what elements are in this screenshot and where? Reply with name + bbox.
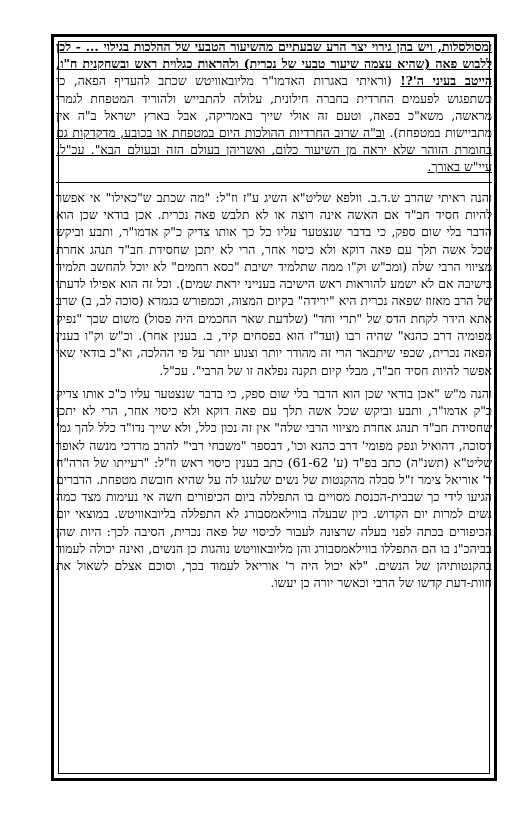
paragraph-1-tail: וב"ה שרוב החרדיות ההולכות היום במטפחת או בכובע, מדקדקות גם בחומרת הזוהר שלא יראה מן השיעור כלום, ואשריהן בעולם הזה ובעולם הבא". עכ"ל. עיי"ש באורך. [56,125,492,175]
document-text [56,38,492,591]
paragraph-2: והנה ראיתי שהרב ש.ד.ב. וולפא שליט"א השיג ע"ז וז"ל: "מה שכתב ש"כאילו" אי אפשר להיות חסיד חב"ד אם האשה אינה רוצה או לא תלבש פאה נכרית. אכן בודאי שכן הוא הדבר בלי שום ספק, כי בדבר שנצטער עליו כל כך אותו צדיק כ"ק אדמו"ר, ותבע וביקש שכל אשה תלך עם פאה דוקא ולא כיסוי אחר, הרי לא יתכן שחסידת חב"ד תנהג אחרת מציווי הרבי שלה (ומכ"ש וק"ו ממה שתלמיד ישיבת "כסא רחמים" לא יוכל להחשב תלמיד בישיבה אם לא ישמע להוראות ראש הישיבה בענייני יראת שמים). וכל זה הוא אפילו לדעתו של הרב מאזוז שפאה נכרית היא "ירידה" בקיום המצוה, וכמפורש בגמרא (סוכה לב, ב) שרב אתא הידר לקחת הדס של "תרי וחד" (שלדעת שאר החכמים היה פסול) משום שכך "נפיק מפומיה דרב כהנא" שהיה רבו (ועד"ז הוא בפסחים קיד, ב. בענין אחר). וכ"ש וק"ו בענין הפאה נכרית, שכפי שיתבאר הרי זה מהודר יותר וצנוע יותר על פי ההלכה, וא"כ בודאי שאי אפשר להיות חסיד חב"ד, מבלי קיום תקנה נפלאה זו של הרבי". עכ"ל. [56,189,492,378]
section-divider [56,182,492,183]
paragraph-1-head: ומסולסלות, ויש בהן גירוי יצר הרע שבעתיים מהשיעור הטבעי של ההלכות בגילוי ... - לכן ללבוש פאה (שהיא עצמה שיעור טבעי של נכרית) ולהראות כגלוית ראש ובשחקנית ח"ו, הייטב בעיני ה'?! [56,39,492,89]
paragraph-1-body: (וראיתי באגרות האדמו"ר מליובאוויטש שכתב להעדיף הפאה, כי כשתפגוש לפעמים החרדית בחברה חילונית, עלולה להתבייש ולהוריד המטפחת לגמרי מראשה, משא"כ בפאה, וטעם זה אולי שייך באמריקה, אבל בארץ ישראל ב"ה אין מתביישות במטפחת). [56,73,492,141]
paragraph-3: והנה מ"ש "אכן בודאי שכן הוא הדבר בלי שום ספק, כי בדבר שנצטער עליו כ"כ אותו צדיק כ"ק אדמו"ר, ותבע וביקש שכל אשה תלך עם פאה דוקא ולא כיסוי אחר, הרי לא יתכן שחסידת חב"ד תנהג אחרת מציווי הרבי שלה" אין זה נכון כלל, ולא שייך נדו"ד כלל להך גמ' דסוכה, דהואיל ונפק מפומי' דרב כהנא וכו', דבספר "משבחי רבי" להרב מרדכי מנשה לאופר שליט"א (תשנ"ה) כתב בפ"ד (ע' 61-62) כתב בענין כיסוי ראש וז"ל: "רעייתו של הרה"ח ר' אוריאל צימר ז"ל סבלה מהקנטות של נשים שלעגו לה על שהיא חובשת מטפחת. הדברים הגיעו לידי כך שבבית-הכנסת מסויים בו התפללה ביום הכיפורים חשה אי נעימות מצד כמה נשים למרות יום הקדוש. כיון שבעלה בווילאמסבורג לא התפללה בליובאוויטש. במוצאי יום הכיפורים בכתה לפני בעלה שרצונה לעבור לכיסוי של פאה נכרית, הסיבה לכך: היות שהן בביהכ"נ בו הם התפללו בווילאמסבורג והן מליובאוויטש נוהגות כן הנשים, ואינה יכולה לעמוד בהקנטותיהן של הנשים. "לא יכול היה ר' אוריאל לעמוד בכך, וסוכם אצלם לשאול את חוות-דעת קדשו של הרבי וכאשר יורה כן יעשו. [56,385,492,591]
paragraph-1 [56,38,492,176]
